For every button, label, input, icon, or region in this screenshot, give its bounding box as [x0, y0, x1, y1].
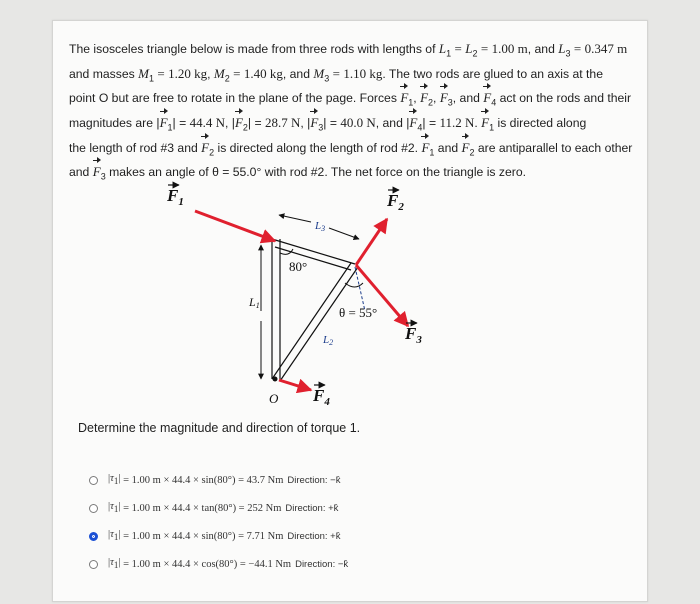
answer-options: [89, 466, 348, 578]
problem-line-5: the length of rod #3 and $F_2$ is directed along the length of rod #2. $F_1$ and $F_2$ are antiparallel to each other: [69, 139, 633, 157]
triangle-figure: [53, 21, 647, 421]
option-2-expr: = 1.00 m × 44.4 × tan(80°) = 252 Nm: [123, 502, 282, 514]
l3-label: L3: [315, 220, 326, 233]
option-3-lhs: $|\tau_1|$: [108, 529, 124, 543]
option-4-lhs: $|\tau_1|$: [108, 557, 124, 571]
origin-label: O: [269, 391, 279, 406]
force-f4-arrow: [279, 380, 311, 390]
option-4-direction: Direction: −k̂: [295, 558, 349, 570]
problem-line-6: and $F_3$ makes an angle of θ = 55.0° with rod #2. The net force on the triangle is zero.: [69, 164, 526, 182]
force-f2-arrow: [356, 219, 387, 265]
angle-80-label: 80°: [289, 259, 308, 274]
problem-line-4: magnitudes are $|F_1| = 44.4$ N, $|F_2| = 28.7$ N, $|F_3| = 40.0$ N, and $|F_4| = 11.2$ N. $F_1$ is directed along: [69, 114, 587, 133]
problem-line-1: The isosceles triangle below is made from three rods with lengths of $L_1 = L_2 = 1.00$ m, and $L_3 = 0.347$ m: [69, 41, 628, 59]
option-3[interactable]: [89, 522, 348, 550]
l2-label: L2: [323, 334, 334, 347]
angle-80-arc: [280, 249, 293, 254]
option-1-radio[interactable]: [89, 476, 98, 485]
option-3-direction: Direction: +k̂: [287, 530, 341, 542]
f4-label: $F_4$: [313, 386, 330, 408]
theta-arc: [345, 283, 363, 287]
option-2[interactable]: [89, 494, 348, 522]
problem-line-2: and masses $M_1 = 1.20$ kg, $M_2 = 1.40$ kg, and $M_3 = 1.10$ kg. The two rods are glued to an axis at the: [69, 65, 603, 84]
option-1-direction: Direction: −k̂: [287, 474, 341, 486]
option-3-radio-selected[interactable]: [89, 532, 98, 541]
pivot-o: [273, 377, 278, 382]
option-2-lhs: $|\tau_1|$: [108, 501, 124, 515]
problem-card: [52, 20, 648, 602]
l1-label: L1: [249, 295, 260, 310]
l3-dimension-arrow-left: [279, 215, 311, 222]
force-f1-arrow: [195, 211, 275, 241]
option-1[interactable]: [89, 466, 348, 494]
option-1-lhs: $|\tau_1|$: [108, 473, 124, 487]
f2-label: $F_2$: [387, 191, 404, 213]
question-text: Determine the magnitude and direction of torque 1.: [78, 421, 361, 435]
option-3-expr: = 1.00 m × 44.4 × sin(80°) = 7.71 Nm: [123, 530, 284, 542]
option-4-expr: = 1.00 m × 44.4 × cos(80°) = −44.1 Nm: [123, 558, 292, 570]
option-4-radio[interactable]: [89, 560, 98, 569]
option-1-expr: = 1.00 m × 44.4 × sin(80°) = 43.7 Nm: [123, 474, 284, 486]
rod-1: [272, 239, 280, 379]
option-2-radio[interactable]: [89, 504, 98, 513]
l3-dimension-arrow-right: [329, 228, 359, 239]
f1-label: $F_1$: [167, 186, 184, 208]
theta-label: θ = 55°: [339, 305, 378, 320]
option-2-direction: Direction: +k̂: [285, 502, 339, 514]
option-4[interactable]: [89, 550, 348, 578]
problem-line-3: point O but are free to rotate in the plane of the page. Forces $F_1$, $F_2$, $F_3$, and $F_4$ act on the rods and their: [69, 90, 632, 108]
f3-label: $F_3$: [405, 324, 422, 346]
rod-2: [272, 263, 358, 381]
